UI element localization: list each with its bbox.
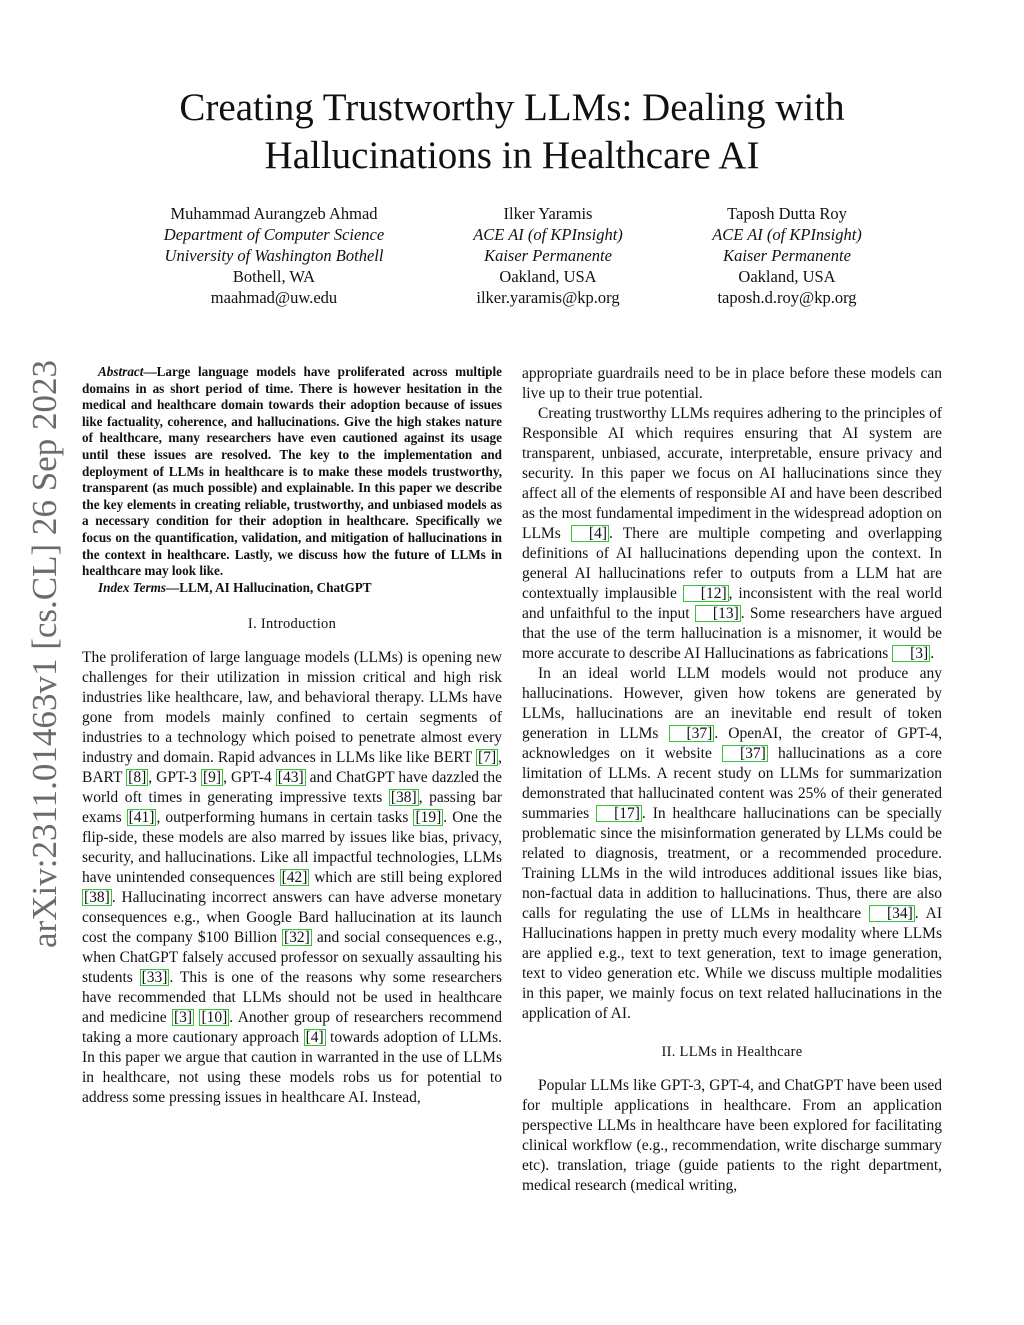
- body-paragraph: Creating trustworthy LLMs requires adhering to the principles of Responsible AI which requires ensuring that AI system are transparent, unbiased, accurate, interpretable, ensure privacy and security. In this paper we focus on AI hallucinations since they affect all of the elements of responsible AI and have been described as the most fundamental impediment in the widespread adoption on LLMs [4] . There are multiple competing and overlapping definitions of AI hallucinations depending upon the context. In general AI hallucinations refer to outputs from a LLM hat are contextually implausible [12] , inconsistent with the real world and unfaithful to the input [13] . Some researchers have argued that the use of the term hallucination is a misnomer, it would be more accurate to describe AI Hallucinations as fabrications [3] .: [522, 405, 942, 662]
- citation-link[interactable]: [37]: [722, 745, 768, 762]
- index-terms-text: —LLM, AI Hallucination, ChatGPT: [166, 579, 372, 595]
- author-1: [124, 203, 424, 308]
- title-line-2: Hallucinations in Healthcare AI: [264, 134, 760, 177]
- author-name: Taposh Dutta Roy: [727, 204, 847, 223]
- abstract-text: —Large language models have proliferated across multiple domains in as short period of time. There is however hesitation in the medical and healthcare domain towards their adoption because of issues like factuality, coherence, and hallucinations. Give the high stakes nature of healthcare, many researchers have even cautioned against its usage until these issues are resolved. The key to the implementation and deployment of LLMs in healthcare is to make these models trustworthy, transparent (as much possible) and explainable. In this paper we describe the key elements in creating reliable, trustworthy, and unbiased models as a necessary condition for their adoption in healthcare. Specifically we focus on the quantification, validation, and mitigation of hallucinations in the context in healthcare. Lastly, we discuss how the future of LLMs in healthcare may look like.: [82, 364, 502, 579]
- citation-link[interactable]: [12]: [683, 585, 729, 602]
- paper-title: [100, 84, 924, 180]
- author-location: Oakland, USA: [499, 267, 597, 286]
- citation-link[interactable]: [13]: [695, 605, 741, 622]
- author-location: Oakland, USA: [738, 267, 836, 286]
- title-line-1: Creating Trustworthy LLMs: Dealing with: [179, 86, 845, 129]
- section-heading-introduction: I. Introduction: [247, 616, 337, 633]
- author-name: Muhammad Aurangzeb Ahmad: [170, 204, 378, 223]
- citation-link[interactable]: [19]: [415, 809, 442, 827]
- abstract-label: Abstract: [98, 364, 144, 379]
- author-name: Ilker Yaramis: [503, 204, 593, 223]
- citation-link[interactable]: [43]: [277, 769, 304, 787]
- author-location: Bothell, WA: [232, 267, 316, 286]
- body-paragraph: appropriate guardrails need to be in place before these models can live up to their true potential.: [522, 365, 942, 402]
- citation-link[interactable]: [10]: [201, 1009, 228, 1027]
- right-column: [522, 364, 942, 1196]
- author-email: taposh.d.roy@kp.org: [717, 288, 857, 307]
- citation-link[interactable]: [4]: [571, 525, 609, 542]
- abstract: [82, 364, 502, 580]
- citation-link[interactable]: [17]: [596, 805, 642, 822]
- citation-link[interactable]: [9]: [202, 769, 222, 787]
- intro-paragraph: The proliferation of large language models (LLMs) is opening new challenges for their utilization in mission critical and high risk industries like healthcare, law, and behavioral therapy. LLMs have gone from models mainly confined to certain segments of industries to a technology which poised to penetrate almost every industry and domain. Rapid advances in LLMs like like BERT [7] , BART [8] , GPT-3 [9] , GPT-4 [43] and ChatGPT have dazzled the world oft times in generating impressive texts [38] , passing bar exams [41] , outperforming humans in certain tasks [19] . One the flip-side, these models are also marred by issues like bias, privacy, security, and hallucinations. Like all impactful technologies, LLMs have unintended consequences [42] which are still being explored [38] . Hallucinating incorrect answers can have adverse monetary consequences e.g., when Google Bard hallucination at its launch cost the company $100 Billion [32] and social consequences e.g., when ChatGPT falsely accused professor on sexually assaulting his students [33] . This is one of the reasons why some researchers have recommended that LLMs should not be used in healthcare and medicine [3] [10] . Another group of researchers recommend taking a more cautionary approach [4] towards adoption of LLMs. In this paper we argue that caution in warranted in the use of LLMs in healthcare, not using these models robs us for potential to address some pressing issues in healthcare AI. Instead,: [82, 649, 503, 1107]
- body-paragraph: In an ideal world LLM models would not produce any hallucinations. However, given how tokens are generated by LLMs, hallucinations are an inevitable end result of token generation in LLMs [37] . OpenAI, the creator of GPT-4, acknowledges on it website [37] hallucinations as a core limitation of LLMs. A recent study on LLMs for summarization demonstrated that hallucinated content was 25% of their generated summaries [17] . In healthcare hallucinations can be specially problematic since the misinformation generated by LLMs could be related to diagnosis, treatment, or a recommended procedure. Training LLMs in the wild introduces additional issues like bias, non-factual data in addition to hallucinations. Thus, there are also calls for regulating the use of LLMs in healthcare [34] . AI Hallucinations happen in pretty much every modality where LLMs are applied e.g., text to text generation, text to image generation, text to video generation etc. While we discuss multiple modalities in this paper, we mainly focus on text related hallucinations in the application of AI.: [522, 665, 943, 1022]
- author-email: ilker.yaramis@kp.org: [476, 288, 620, 307]
- citation-link[interactable]: [3]: [892, 645, 930, 662]
- author-affiliation: Kaiser Permanente: [484, 246, 612, 265]
- body-paragraph: Popular LLMs like GPT-3, GPT-4, and ChatGPT have been used for multiple applications in healthcare. From an application perspective LLMs in healthcare have been explored for facilitating clinical workflow (e.g., recommendation, write discharge summary etc). translation, triage (guide patients to the right department, medical research (medical writing,: [522, 1077, 942, 1194]
- arxiv-identifier: [8, 358, 78, 948]
- index-terms: [82, 580, 502, 597]
- citation-link[interactable]: [8]: [128, 769, 147, 787]
- citation-link[interactable]: [34]: [869, 905, 915, 922]
- citation-link[interactable]: [38]: [84, 889, 110, 907]
- citation-link[interactable]: [3]: [173, 1009, 193, 1027]
- left-column: [82, 364, 502, 1108]
- author-email: maahmad@uw.edu: [210, 288, 338, 307]
- author-affiliation: ACE AI (of KPInsight): [473, 225, 623, 244]
- citation-link[interactable]: [7]: [478, 749, 497, 767]
- citation-link[interactable]: [37]: [669, 725, 715, 742]
- citation-link[interactable]: [32]: [283, 929, 310, 947]
- author-affiliation: Department of Computer Science: [163, 225, 385, 244]
- author-3: [637, 203, 937, 308]
- citation-link[interactable]: [38]: [390, 789, 417, 807]
- citation-link[interactable]: [41]: [128, 809, 155, 827]
- citation-link[interactable]: [42]: [281, 869, 308, 887]
- citation-link[interactable]: [4]: [305, 1029, 324, 1047]
- author-affiliation: University of Washington Bothell: [164, 246, 384, 265]
- section-heading-llms-in-healthcare: II. LLMs in Healthcare: [661, 1044, 803, 1060]
- arxiv-id-text: arXiv:2311.01463v1 [cs.CL] 26 Sep 2023: [25, 360, 64, 948]
- citation-link[interactable]: [33]: [141, 969, 168, 987]
- author-affiliation: ACE AI (of KPInsight): [712, 225, 862, 244]
- author-affiliation: Kaiser Permanente: [723, 246, 851, 265]
- index-terms-label: Index Terms: [98, 579, 167, 595]
